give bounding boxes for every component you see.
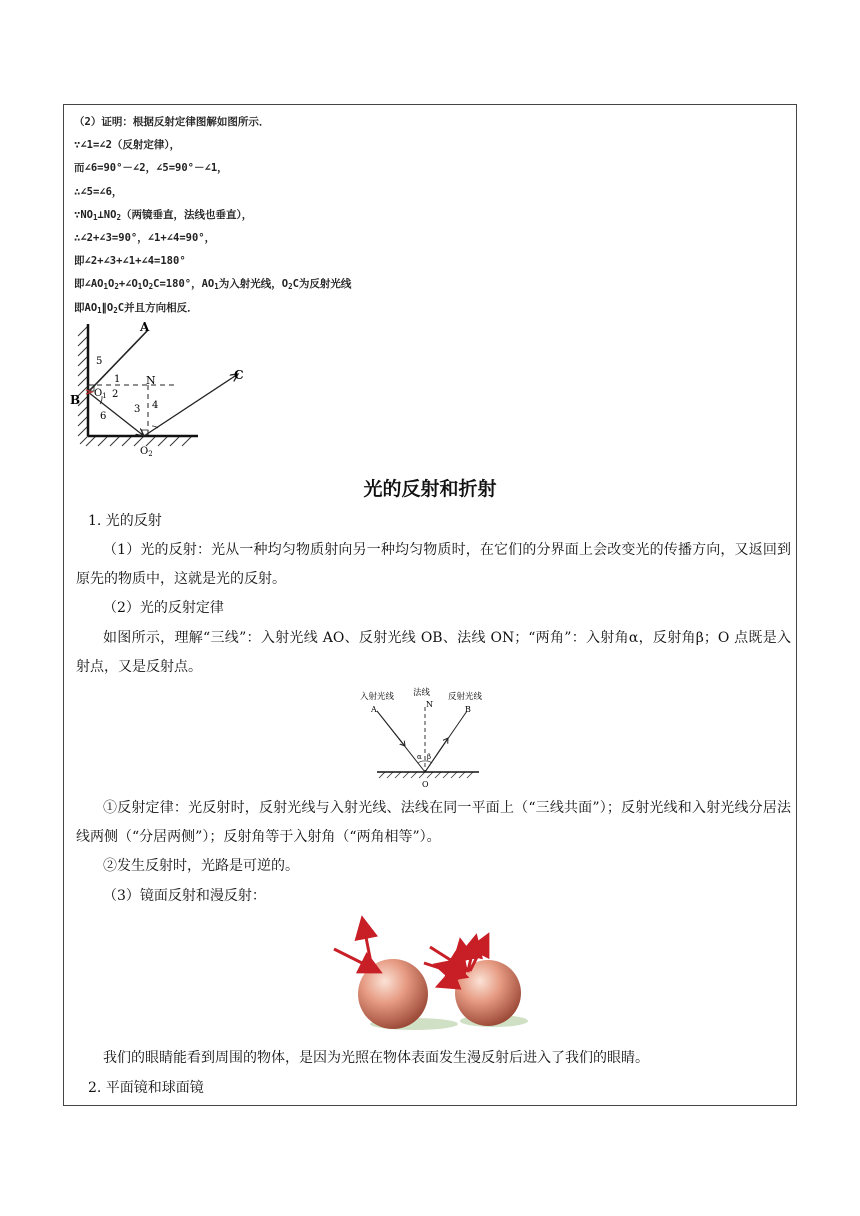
proof-line: 而∠6=90°－∠2，∠5=90°－∠1， [74, 162, 228, 175]
proof-line: （2）证明：根据反射定律图解如图所示． [74, 116, 270, 128]
law-heading: （2）光的反射定律 [103, 600, 224, 616]
angle-2: 2 [112, 389, 119, 400]
law-intro: 如图所示，理解“三线”：入射光线 AO、反射光线 OB、法线 ON；“两角”：入射角α，反射角β；O 点既是入射点，又是反射点。 [76, 630, 791, 675]
two-mirror-diagram [66, 318, 266, 463]
proof-line: ∵∠1=∠2（反射定律）， [74, 139, 181, 152]
label-C: C [234, 368, 244, 382]
proof-line: 即$\angle AO_1O_2+\angle O_1O_2C=180^\circ$，$AO_1$为入射光线，$O_2C$为反射光线 [74, 278, 352, 292]
label-O: O [422, 780, 429, 789]
label-reflected: 反射光线 [448, 692, 483, 702]
specular-diffuse-illustration [320, 911, 540, 1036]
proof-line: 即$AO_1\parallel O_2C$并且方向相反． [74, 301, 198, 315]
angle-1: 1 [114, 374, 121, 385]
label-beta: β [427, 753, 432, 761]
label-normal: 法线 [413, 688, 431, 698]
eyes-text: 我们的眼睛能看到周围的物体，是因为光照在物体表面发生漫反射后进入了我们的眼睛。 [103, 1050, 649, 1066]
label-O1: $O_1$ [94, 388, 107, 400]
reflection-law-diagram [355, 683, 495, 793]
mirror-heading: （3）镜面反射和漫反射： [103, 888, 266, 904]
angle-5: 5 [96, 356, 103, 367]
proof-line: 即∠2+∠3+∠1+∠4=180° [74, 255, 186, 268]
proof-line: $\because NO_1\perp NO_2$（两镜垂直，法线也垂直）， [74, 208, 253, 222]
label-N: N [426, 700, 433, 709]
label-O2: $O_2$ [140, 446, 153, 458]
law-text: ①反射定律：光反射时，反射光线与入射光线、法线在同一平面上（“三线共面”）；反射光线和入射光线分居法线两侧（“分居两侧”）；反射角等于入射角（“两角相等”）。 [76, 800, 791, 845]
specular-sphere [358, 959, 428, 1029]
item-1-heading: 1. 光的反射 [88, 513, 162, 529]
label-incident: 入射光线 [360, 692, 395, 702]
label-B: B [465, 705, 471, 714]
item-2-heading: 2. 平面镜和球面镜 [88, 1080, 204, 1096]
angle-6: 6 [100, 411, 107, 422]
label-N: N [146, 374, 156, 387]
proof-block [74, 115, 774, 324]
reversible-text: ②发生反射时，光路是可逆的。 [103, 858, 299, 874]
proof-line: ∴∠5=∠6， [74, 185, 123, 198]
section-title: 光的反射和折射 [363, 478, 497, 500]
angle-3: 3 [134, 404, 141, 415]
label-B: B [70, 393, 81, 407]
label-alpha: α [417, 753, 422, 761]
label-A: A [140, 320, 150, 334]
label-A: A [371, 705, 377, 714]
proof-line: ∴∠2+∠3=90°，∠1+∠4=90°， [74, 231, 216, 244]
reflection-definition: （1）光的反射：光从一种均匀物质射向另一种均匀物质时，在它们的分界面上会改变光的传播方向，又返回到原先的物质中，这就是光的反射。 [76, 542, 791, 587]
angle-4: 4 [152, 400, 159, 411]
